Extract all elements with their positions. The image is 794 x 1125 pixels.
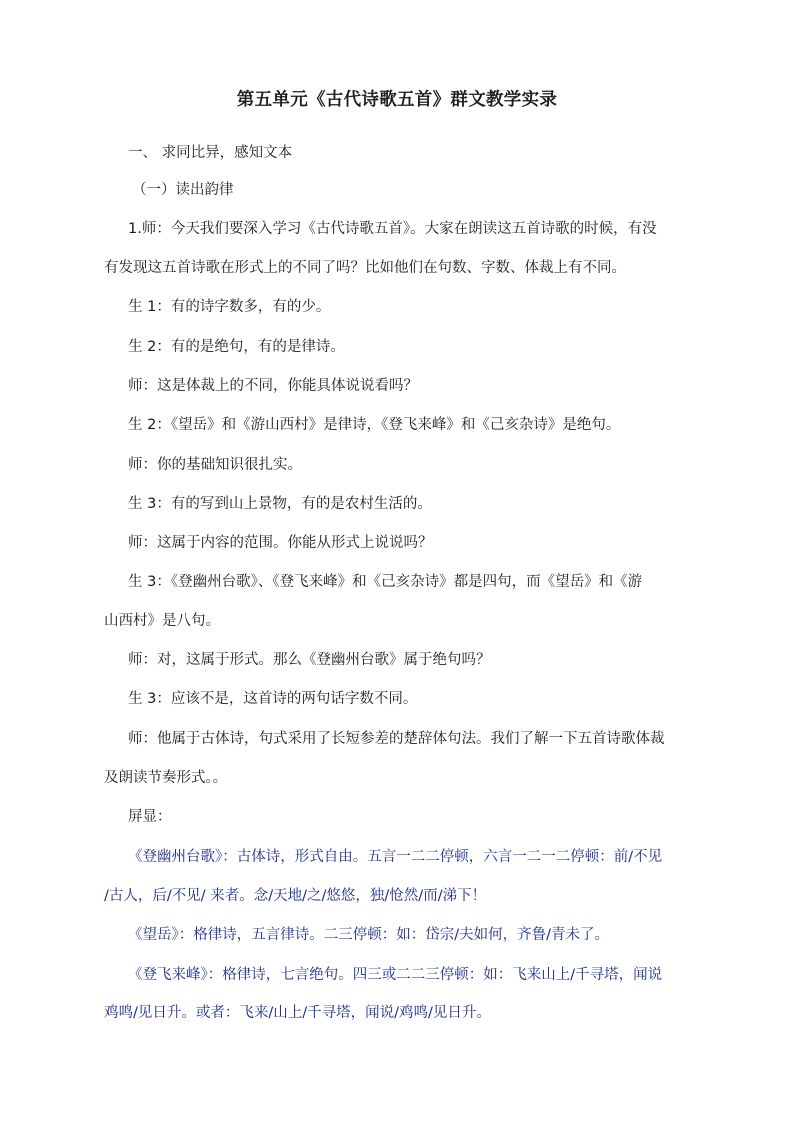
screen-display-line: /古人，后/不见/ 来者。念/天地/之/悠悠，独/怆然/而/涕下！ (104, 888, 487, 904)
document-title: 第五单元《古代诗歌五首》群文教学实录 (236, 90, 558, 110)
paragraph-line: 师：这属于内容的范围。你能从形式上说说吗？ (128, 535, 433, 551)
screen-display-line: 《登飞来峰》：格律诗，七言绝句。四三或二二三停顿：如：飞来山上/千寻塔，闻说 (128, 967, 663, 983)
paragraph-line: 生 2：《望岳》和《游山西村》是律诗，《登飞来峰》和《己亥杂诗》是绝句。 (128, 417, 621, 433)
paragraph-line: 生 3：《登幽州台歌》、《登飞来峰》和《己亥杂诗》都是四句，而《望岳》和《游 (128, 574, 643, 590)
screen-display-label: 屏显： (128, 809, 172, 825)
paragraph-line: 生 3：应该不是，这首诗的两句话字数不同。 (128, 691, 418, 707)
paragraph-line: 有发现这五首诗歌在形式上的不同了吗？比如他们在句数、字数、体裁上有不同。 (104, 260, 626, 276)
screen-display-line: 《登幽州台歌》：古体诗，形式自由。五言一二二停顿，六言一二一二停顿：前/不见 (128, 849, 663, 865)
section-heading: 一、 求同比异，感知文本 (128, 145, 293, 161)
paragraph-line: 生 1：有的诗字数多，有的少。 (128, 299, 331, 315)
screen-display-line: 鸡鸣/见日升。或者：飞来/山上/千寻塔，闻说/鸡鸣/见日升。 (104, 1005, 491, 1021)
paragraph-line: 生 3：有的写到山上景物，有的是农村生活的。 (128, 496, 432, 512)
paragraph-line: 师：对，这属于形式。那么《登幽州台歌》属于绝句吗？ (128, 652, 491, 668)
paragraph-line: 师：你的基础知识很扎实。 (128, 457, 302, 473)
screen-display-line: 《望岳》：格律诗，五言律诗。二三停顿：如：岱宗/夫如何，齐鲁/青未了。 (128, 927, 610, 943)
subsection-heading: （一）读出韵律 (132, 182, 234, 198)
paragraph-line: 生 2：有的是绝句，有的是律诗。 (128, 339, 345, 355)
paragraph-line: 师：他属于古体诗，句式采用了长短参差的楚辞体句法。我们了解一下五首诗歌体裁 (128, 731, 665, 747)
paragraph-line: 及朗读节奏形式。。 (104, 770, 228, 786)
paragraph-line: 师：这是体裁上的不同，你能具体说说看吗？ (128, 378, 418, 394)
paragraph-line: 山西村》是八句。 (104, 613, 220, 629)
paragraph-line: 1.师：今天我们要深入学习《古代诗歌五首》。大家在朗读这五首诗歌的时候，有没 (128, 221, 657, 237)
